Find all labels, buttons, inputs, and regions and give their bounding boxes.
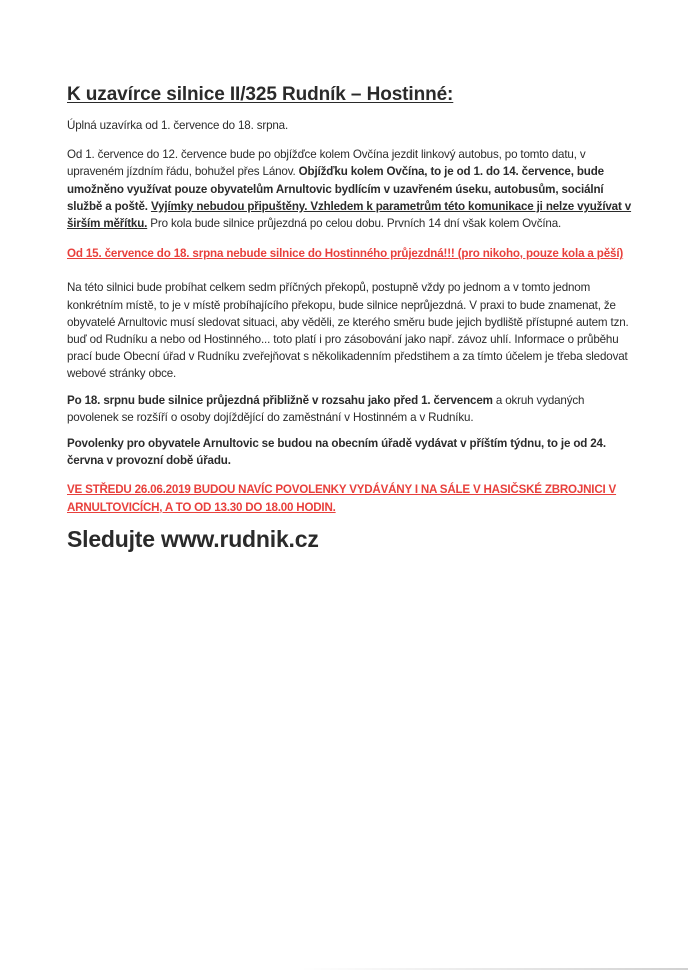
detour-bus-text: Od 1. července do 12. července bude po objížďce kolem Ovčína jezdit linkový autobus, po tomto datu, v upraveném jízdním řádu, bohužel přes Lánov. (67, 148, 586, 179)
permit-scope-text: a okruh vydaných povolenek se rozšíří o osoby dojíždějící do zaměstnání v Hostinném a v Rudníku. (67, 393, 585, 424)
permit-issuance-paragraph: Povolenky pro obyvatele Arnultovic se budou na obecním úřadě vydávat v příštím týdnu, to je od 24. června v provozní době úřadu. (67, 437, 606, 468)
detour-eligibility-text: Objížďku kolem Ovčína, to je od 1. do 14. července, bude umožněno využívat pouze obyvatelům Arnultovic bydlícím v uzavřeném úseku, autobusům, sociální službě a poště. (67, 165, 604, 213)
detour-paragraph (67, 146, 632, 232)
full-closure-notice: Od 15. července do 18. srpna nebude silnice do Hostinného průjezdná!!! (pro nikoho, pouze kola a pěší) (67, 247, 624, 261)
no-exceptions-text: Vyjímky nebudou připuštěny. Vzhledem k parametrům této komunikace ji nelze využívat v širším měřítku. (67, 199, 632, 231)
bicycle-access-text: Pro kola bude silnice průjezdná po celou dobu. Prvních 14 dní však kolem Ovčína. (147, 217, 562, 231)
document-title: K uzavírce silnice II/325 Rudník – Hostinné: (67, 84, 454, 105)
after-august-paragraph (67, 392, 632, 426)
website-callout: Sledujte www.rudnik.cz (67, 525, 319, 552)
document-body (67, 84, 632, 553)
scan-edge-shadow (300, 968, 688, 970)
closure-summary: Úplná uzavírka od 1. července do 18. srpna. (67, 119, 289, 132)
trench-works-paragraph: Na této silnici bude probíhat celkem sedm příčných překopů, postupně vždy po jednom a v tomto jednom konkrétním místě, to je v místě probíhajícího překopu, bude silnice neprůjezdná. V praxi to bude znamenat, že obyvatelé Arnultovic musí sledovat situaci, aby věděli, ze kterého směru bude jejich bydliště přístupné autem tzn. buď od Rudníku a nebo od Hostinného... toto platí i pro zásobování jako např. závoz uhlí. Informace o průběhu prací bude Obecní úřad v Rudníku zveřejňovat s několikadenním předstihem a za tímto účelem je třeba sledovat webové stránky obce. (67, 281, 629, 381)
after-august-bold-text: Po 18. srpnu bude silnice průjezdná přibližně v rozsahu jako před 1. červencem (67, 393, 493, 407)
fire-station-permit-notice: VE STŘEDU 26.06.2019 BUDOU NAVÍC POVOLENKY VYDÁVÁNY I NA SÁLE V HASIČSKÉ ZBROJNICI V ARNULTOVICÍCH, A TO OD 13.30 DO 18.00 HODIN. (67, 483, 617, 514)
